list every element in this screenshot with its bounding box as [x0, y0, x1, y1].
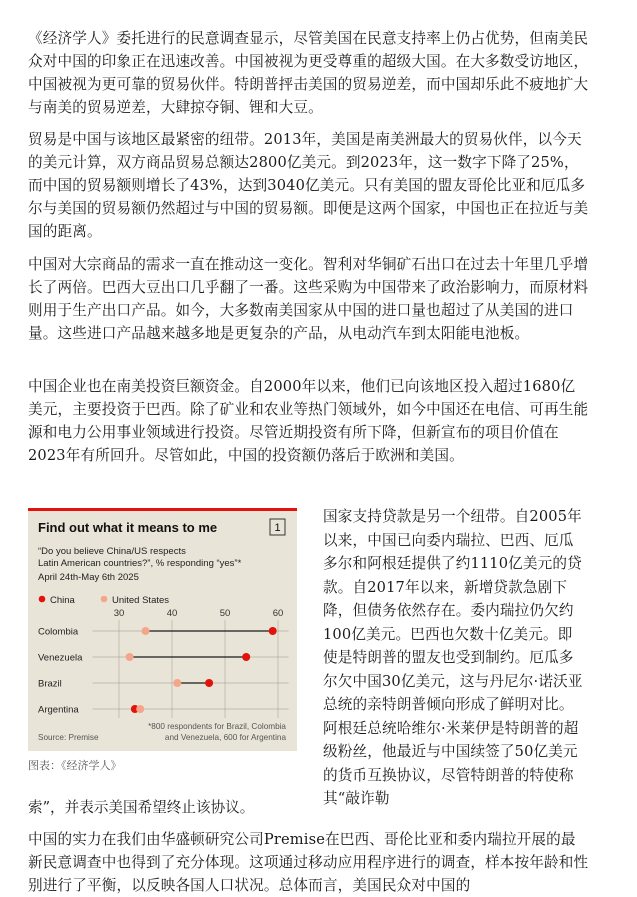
- dot-chart: [28, 508, 297, 751]
- paragraph-1: 《经济学人》委托进行的民意调查显示，尽管美国在民意支持率上仍占优势，但南美民众对中国的印象正在迅速改善。中国被视为更受尊重的超级大国。在大多数受访地区，中国被视为更可靠的贸易伙伴。特朗普抨击美国的贸易逆差，而中国却乐此不疲地扩大与南美的贸易逆差，大肆掠夺铜、锂和大豆。: [28, 30, 589, 116]
- paragraph-4: 中国企业也在南美投资巨额资金。自2000年以来，他们已向该地区投入超过1680亿美元，主要投资于巴西。除了矿业和农业等热门领域外，如今中国还在电信、可再生能源和电力公用事业领域进行投资。尽管近期投资有所下降，但新宣布的项目价值在2023年有所回升。尽管如此，中国的投资额仍落后于欧洲和美国。: [28, 378, 589, 464]
- paragraph-5-tail: 索”，并表示美国希望终止该协议。: [28, 799, 255, 816]
- dot-united-states-brazil: [173, 679, 181, 687]
- chart-subtitle: “Do you believe China/US respects Latin American countries?”, % responding “yes”*: [38, 546, 242, 569]
- chart-title: Find out what it means to me: [38, 520, 218, 535]
- dot-united-states-colombia: [142, 627, 150, 635]
- legend-label-united-states: United States: [112, 595, 170, 606]
- chart-date-range: April 24th-May 6th 2025: [38, 572, 139, 583]
- figure-number: 1: [274, 522, 281, 534]
- chart-footnote: *800 respondents for Brazil, Colombia and Venezuela, 600 for Argentina: [148, 722, 286, 742]
- dot-china-venezuela: [242, 653, 250, 661]
- legend-swatch-china: [39, 596, 46, 603]
- tick-label-50: 50: [219, 608, 231, 619]
- dot-china-colombia: [269, 627, 277, 635]
- legend-swatch-united-states: [101, 596, 108, 603]
- category-label-brazil: Brazil: [38, 678, 62, 690]
- tick-label-40: 40: [166, 608, 178, 619]
- dot-united-states-venezuela: [126, 653, 134, 661]
- legend-label-china: China: [50, 595, 75, 606]
- dot-united-states-argentina: [136, 705, 144, 713]
- dot-china-brazil: [205, 679, 213, 687]
- category-label-argentina: Argentina: [38, 704, 79, 716]
- tick-label-60: 60: [272, 608, 284, 619]
- paragraph-3: 中国对大宗商品的需求一直在推动这一变化。智利对华铜矿石出口在过去十年里几乎增长了两倍。巴西大豆出口几乎翻了一番。这些采购为中国带来了政治影响力，而原材料则用于生产出口产品。如今，大多数南美国家从中国的进口量也超过了从美国的进口量。这些进口产品越来越多地是更复杂的产品，从电动汽车到太阳能电池板。: [28, 256, 589, 342]
- paragraph-2: 贸易是中国与该地区最紧密的纽带。2013年，美国是南美洲最大的贸易伙伴，以今天的美元计算，双方商品贸易总额达2800亿美元。到2023年，这一数字下降了25%，而中国的贸易额则增长了43%，达到3040亿美元。只有美国的盟友哥伦比亚和厄瓜多尔与美国的贸易额仍然超过与中国的贸易额。即便是这两个国家，中国也正在拉近与美国的距离。: [28, 131, 589, 240]
- category-label-venezuela: Venezuela: [38, 652, 83, 664]
- paragraph-6: 中国的实力在我们由华盛顿研究公司Premise在巴西、哥伦比亚和委内瑞拉开展的最新民意调查中也得到了充分体现。这项通过移动应用程序进行的调查，样本按年龄和性别进行了平衡，以反映各国人口状况。总体而言，美国民众对中国的: [28, 831, 589, 894]
- figure-credit: 图表：《经济学人》: [28, 759, 122, 772]
- paragraph-5: 国家支持贷款是另一个纽带。自2005年以来，中国已向委内瑞拉、巴西、厄瓜多尔和阿根廷提供了约1110亿美元的贷款。自2017年以来，新增贷款急剧下降，但债务依然存在。委内瑞拉仍欠约100亿美元。巴西也欠数十亿美元。即使是特朗普的盟友也受到制约。厄瓜多尔欠中国30亿美元，这与丹尼尔·诺沃亚总统的亲特朗普倾向形成了鲜明对比。阿根廷总统哈维尔·米莱伊是特朗普的超级粉丝，他最近与中国续签了50亿美元的货币互换协议，尽管特朗普的特使称其“敲诈勒: [323, 508, 583, 807]
- chart-figure: [28, 508, 297, 751]
- category-label-colombia: Colombia: [38, 626, 79, 638]
- tick-label-30: 30: [113, 608, 125, 619]
- chart-top-rule: [28, 508, 297, 511]
- chart-source: Source: Premise: [38, 733, 99, 742]
